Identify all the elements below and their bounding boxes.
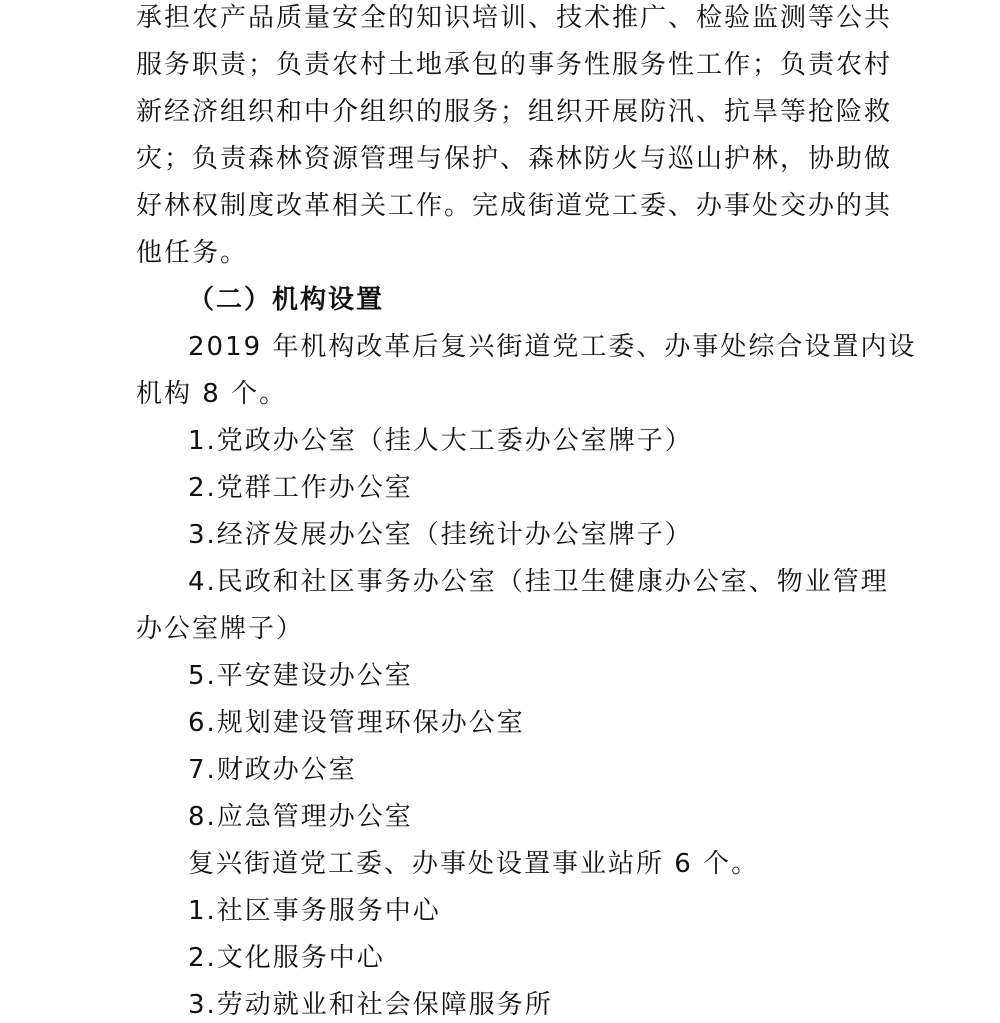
office-list-item: 7.财政办公室 — [188, 755, 357, 785]
office-list-item: 1.党政办公室（挂人大工委办公室牌子） — [188, 426, 693, 456]
office-list-item: 5.平安建设办公室 — [188, 661, 413, 691]
intro-line: 机构 8 个。 — [136, 379, 288, 409]
station-list-item: 2.文化服务中心 — [188, 943, 385, 973]
office-list-item: 3.经济发展办公室（挂统计办公室牌子） — [188, 520, 693, 550]
paragraph-line: 灾；负责森林资源管理与保护、森林防火与巡山护林，协助做 — [136, 144, 893, 174]
intro-line: 2019 年机构改革后复兴街道党工委、办事处综合设置内设 — [188, 332, 917, 362]
stations-intro: 复兴街道党工委、办事处设置事业站所 6 个。 — [188, 849, 760, 879]
station-list-item: 3.劳动就业和社会保障服务所 — [188, 990, 553, 1020]
office-list-item: 4.民政和社区事务办公室（挂卫生健康办公室、物业管理 — [188, 567, 889, 597]
section-heading: （二）机构设置 — [188, 285, 385, 315]
office-list-item: 6.规划建设管理环保办公室 — [188, 708, 525, 738]
station-list-item: 1.社区事务服务中心 — [188, 896, 441, 926]
office-list-item: 2.党群工作办公室 — [188, 473, 413, 503]
office-list-item: 8.应急管理办公室 — [188, 802, 413, 832]
paragraph-line: 他任务。 — [136, 238, 249, 268]
office-list-item-continuation: 办公室牌子） — [136, 614, 305, 644]
paragraph-line: 新经济组织和中介组织的服务；组织开展防汛、抗旱等抢险救 — [136, 97, 893, 127]
paragraph-line: 承担农产品质量安全的知识培训、技术推广、检验监测等公共 — [136, 3, 893, 33]
paragraph-line: 服务职责；负责农村土地承包的事务性服务性工作；负责农村 — [136, 50, 893, 80]
paragraph-line: 好林权制度改革相关工作。完成街道党工委、办事处交办的其 — [136, 191, 893, 221]
